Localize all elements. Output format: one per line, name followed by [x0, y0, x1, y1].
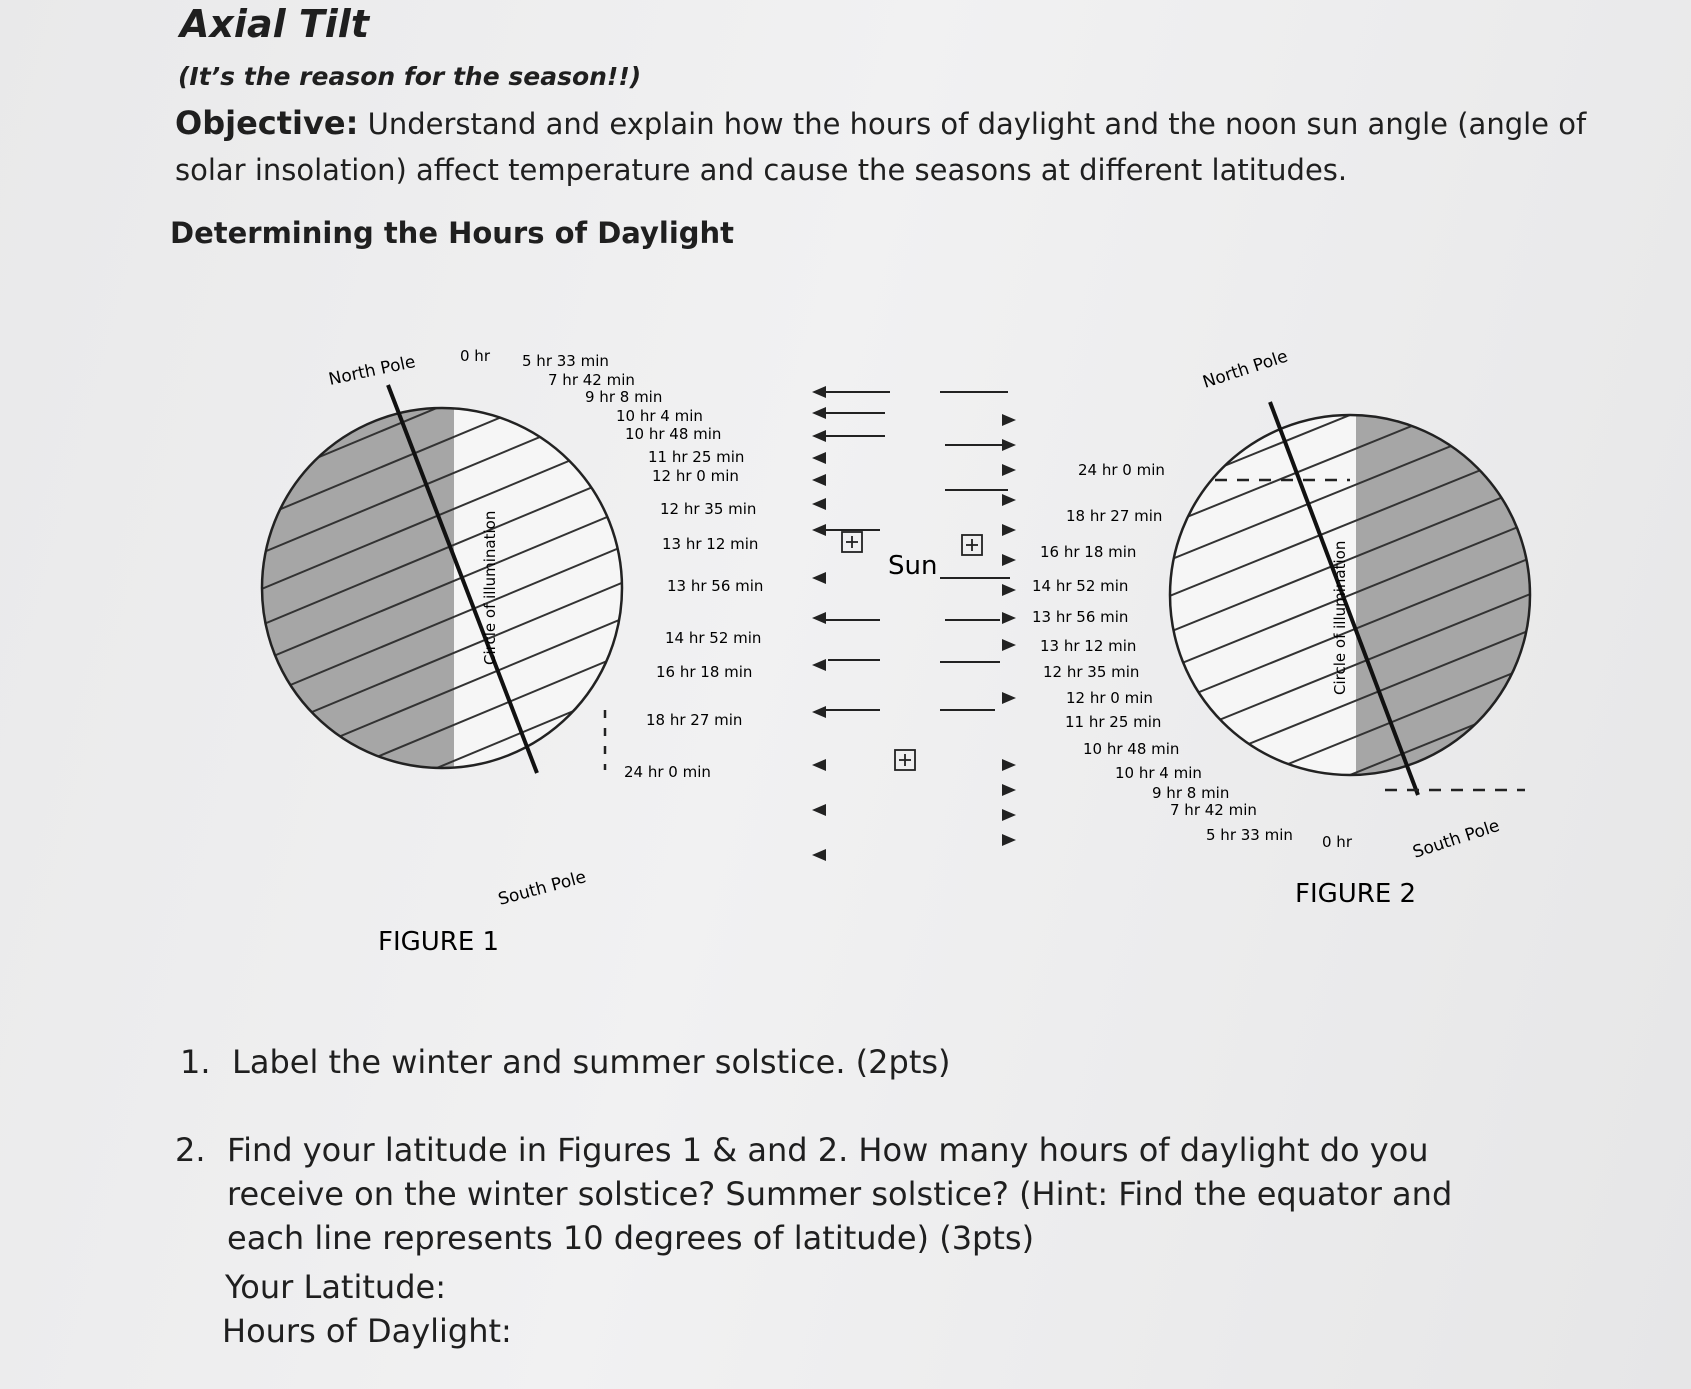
question-number: 2. [175, 1131, 206, 1169]
figure2-label: 10 hr 48 min [1083, 740, 1180, 758]
figure1-label: 10 hr 4 min [616, 407, 703, 425]
figure2-label: 11 hr 25 min [1065, 713, 1162, 731]
figure1-label: 16 hr 18 min [656, 663, 753, 681]
figure1-label: 13 hr 56 min [667, 577, 764, 595]
figure2-label: 0 hr [1322, 833, 1352, 851]
latitude-answer-label: Your Latitude: [225, 1268, 446, 1306]
objective-text: Understand and explain how the hours of daylight and the noon sun angle (angle of solar insolation) affect temperature and cause the seasons at different latitudes. [175, 107, 1587, 187]
figure1-caption: FIGURE 1 [378, 927, 500, 957]
figure2-label: 16 hr 18 min [1040, 543, 1137, 561]
objective-label: Objective: [175, 104, 359, 142]
question-text: Label the winter and summer solstice. (2pts) [232, 1043, 951, 1081]
figure2-label: 9 hr 8 min [1152, 784, 1230, 802]
figure1-label: 0 hr [460, 347, 490, 365]
page-subtitle: (It’s the reason for the season!!) [178, 62, 642, 91]
figure2-label: 13 hr 12 min [1040, 637, 1137, 655]
figure2-north-pole-label: North Pole [1200, 346, 1291, 393]
figure1-south-pole-label: South Pole [496, 867, 589, 910]
figure1-label: 9 hr 8 min [585, 388, 663, 406]
figure1-label: 14 hr 52 min [665, 629, 762, 647]
figure2-south-pole-label: South Pole [1410, 815, 1503, 863]
section-heading: Determining the Hours of Daylight [170, 216, 735, 250]
figure1-label: 11 hr 25 min [648, 448, 745, 466]
figure2-label: 24 hr 0 min [1078, 461, 1165, 479]
figure1-label: 10 hr 48 min [625, 425, 722, 443]
figure2-caption: FIGURE 2 [1295, 879, 1417, 909]
figure1-label: 5 hr 33 min [522, 352, 609, 370]
sun-ray-arrows [812, 386, 1016, 861]
sun-label: Sun [888, 551, 938, 581]
figure1-label: 13 hr 12 min [662, 535, 759, 553]
figure2-label: 10 hr 4 min [1115, 764, 1202, 782]
page-title: Axial Tilt [180, 2, 369, 46]
figure2-label: 5 hr 33 min [1206, 826, 1293, 844]
figure2-circle-label: Circle of illumination [1331, 540, 1349, 695]
figure2-label: 14 hr 52 min [1032, 577, 1129, 595]
question-1 [180, 1040, 951, 1084]
figure2-label: 7 hr 42 min [1170, 801, 1257, 819]
hours-answer-label: Hours of Daylight: [222, 1312, 512, 1350]
question-text: Find your latitude in Figures 1 & and 2. How many hours of daylight do you receive on the winter solstice? Summer solstice? (Hint: Find the equator and each line represents 10 degrees of latitude) (3pts) [227, 1131, 1453, 1257]
figure1-label: 18 hr 27 min [646, 711, 743, 729]
figure1-label: 12 hr 35 min [660, 500, 757, 518]
question-number: 1. [180, 1043, 211, 1081]
figure1-night-side [250, 400, 454, 780]
figure2-label: 12 hr 0 min [1066, 689, 1153, 707]
figure1-label: 12 hr 0 min [652, 467, 739, 485]
figure1-label: 24 hr 0 min [624, 763, 711, 781]
figure1-circle-label: Circle of illumination [481, 510, 499, 665]
figure1-north-pole-label: North Pole [326, 351, 418, 390]
figure1-label: 7 hr 42 min [548, 371, 635, 389]
question-2 [175, 1128, 1515, 1260]
figure2-label: 18 hr 27 min [1066, 507, 1163, 525]
figure2-label: 12 hr 35 min [1043, 663, 1140, 681]
figure2-label: 13 hr 56 min [1032, 608, 1129, 626]
